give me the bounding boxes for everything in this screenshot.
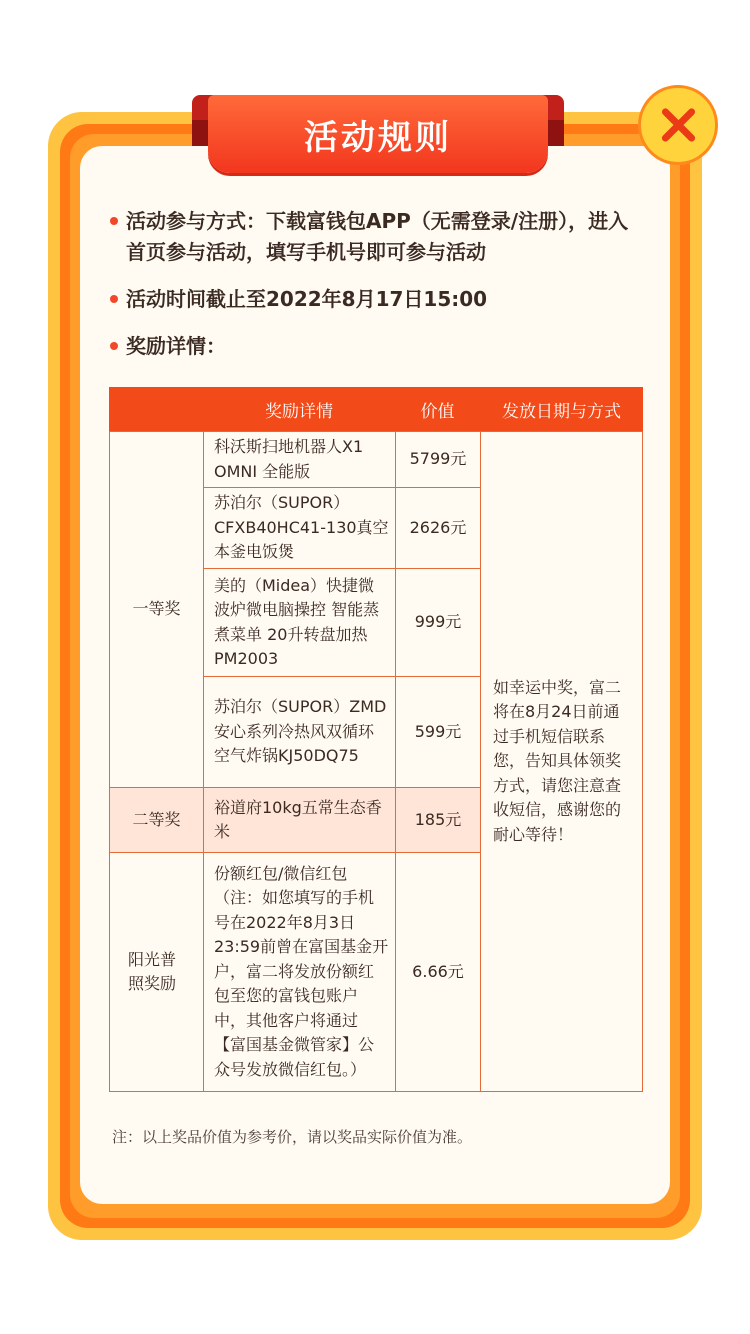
distribution-cell — [480, 431, 643, 1092]
close-button[interactable] — [638, 85, 718, 165]
rule-item — [108, 284, 644, 315]
close-icon — [658, 105, 698, 145]
header-distribution: 发放日期与方式 — [502, 401, 621, 422]
reward-value: 2626元 — [409, 517, 467, 537]
table-row-value — [395, 787, 481, 853]
table-row-value — [395, 431, 481, 488]
reward-value: 999元 — [414, 612, 462, 632]
reward-value: 5799元 — [409, 449, 467, 469]
tier-cell-second — [109, 787, 204, 853]
bullet-dot-icon — [110, 342, 118, 350]
reward-detail: 份额红包/微信红包（注：如您填写的手机号在2022年8月3日23:59前曾在富国基金开户，富二将发放份额红包至您的富钱包账户中，其他客户将通过【富国基金微管家】公众号发放微信红包。） — [214, 863, 389, 1079]
tier-cell-first — [109, 431, 204, 788]
reward-detail: 科沃斯扫地机器人X1 OMNI 全能版 — [214, 437, 364, 481]
table-row-value — [395, 676, 481, 788]
table-row-detail — [203, 852, 396, 1092]
reward-detail: 苏泊尔（SUPOR）ZMD安心系列冷热风双循环空气炸锅KJ50DQ75 — [214, 697, 387, 766]
rule-item — [108, 206, 644, 268]
tier-label: 阳光普照奖励 — [128, 949, 177, 993]
tier-label: 一等奖 — [132, 599, 181, 619]
reward-detail: 美的（Midea）快捷微波炉微电脑操控 智能蒸煮菜单 20升转盘加热PM2003 — [214, 575, 380, 668]
table-row-detail — [203, 431, 396, 488]
rule-text: 奖励详情： — [126, 334, 226, 358]
rule-text: 活动时间截止至2022年8月17日15:00 — [126, 287, 488, 311]
table-row-value — [395, 487, 481, 569]
table-row-detail — [203, 487, 396, 569]
reward-value: 599元 — [414, 721, 462, 741]
table-row-detail — [203, 568, 396, 677]
tier-label: 二等奖 — [132, 809, 181, 829]
table-header — [109, 387, 643, 431]
table-row-detail — [203, 676, 396, 788]
tier-cell-sunshine — [109, 852, 204, 1092]
bullet-dot-icon — [110, 217, 118, 225]
reward-table — [109, 387, 643, 1092]
reward-detail: 裕道府10kg五常生态香米 — [214, 797, 382, 841]
rule-text: 活动参与方式：下载富钱包APP（无需登录/注册），进入首页参与活动，填写手机号即可参与活动 — [126, 209, 629, 264]
bullet-dot-icon — [110, 295, 118, 303]
table-row-value — [395, 568, 481, 677]
reward-value: 185元 — [414, 809, 462, 829]
title-banner — [208, 95, 548, 173]
reward-detail: 苏泊尔（SUPOR）CFXB40HC41-130真空本釜电饭煲 — [214, 493, 389, 562]
ribbon-fold-right — [546, 120, 564, 146]
header-value: 价值 — [420, 401, 455, 422]
page-title: 活动规则 — [304, 117, 452, 158]
table-row-detail — [203, 787, 396, 853]
reward-value: 6.66元 — [412, 961, 464, 981]
header-detail: 奖励详情 — [265, 401, 333, 422]
table-body — [109, 431, 643, 1092]
table-row-value — [395, 852, 481, 1092]
rule-item — [108, 331, 644, 362]
rules-list — [108, 206, 644, 378]
distribution-text: 如幸运中奖，富二将在8月24日前通过手机短信联系您，告知具体领奖方式，请您注意查收短信，感谢您的耐心等待！ — [493, 677, 622, 844]
footnote: 注：以上奖品价值为参考价，请以奖品实际价值为准。 — [112, 1128, 473, 1146]
